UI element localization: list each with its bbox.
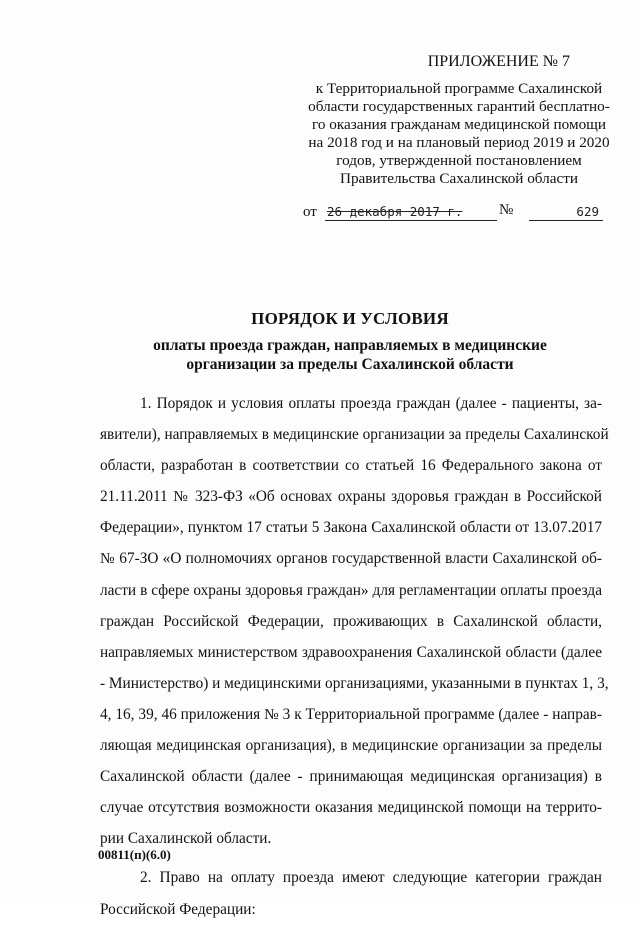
appendix-title: ПРИЛОЖЕНИЕ № 7 [427,53,570,70]
text-line: ляющая медицинская организация), в медицинские организации за пределы [100,737,602,755]
text-line: Сахалинской области (далее - принимающая медицинская организация) в [100,768,602,786]
text-line: Российской Федерации: [100,900,256,918]
subtitle-line: оплаты проезда граждан, направляемых в медицинские [153,337,547,354]
appendix-line: годов, утвержденной постановлением [336,152,582,169]
document-code: 00811(п)(6.0) [98,847,171,862]
text-line: № 67-ЗО «О полномочиях органов государственной власти Сахалинской об- [100,550,602,568]
appendix-line: Правительства Сахалинской области [340,170,578,187]
paragraph-1 [100,388,609,854]
text-line: области, разработан в соответствии со статьей 16 Федерального закона от [100,457,602,475]
resolution-date: 26 декабря 2017 г. [325,201,497,221]
text-line: 4, 16, 39, 46 приложения № 3 к Территориальной программе (далее - направ- [100,705,602,723]
text-line: направляемых министерством здравоохранения Сахалинской области (далее [100,643,602,661]
date-label: от [303,204,317,220]
appendix-line: на 2018 год и на плановый период 2019 и 2020 [308,134,610,151]
paragraph-2 [100,862,602,924]
appendix-line: к Территориальной программе Сахалинской [315,80,603,97]
appendix-description [300,80,618,188]
document-title: ПОРЯДОК И УСЛОВИЯ [251,309,449,328]
text-line: 2. Право на оплату проезда имеют следующие категории граждан [140,869,602,887]
appendix-line: области государственных гарантий бесплатно- [308,98,610,115]
text-line: Федерации», пунктом 17 статьи 5 Закона Сахалинской области от 13.07.2017 [100,519,602,537]
text-line: рии Сахалинской области. [100,830,272,848]
text-line: случае отсутствия возможности оказания медицинской помощи на террито- [100,799,602,817]
text-line: граждан Российской Федерации, проживающих в Сахалинской области, [100,612,602,630]
text-line: ласти в сфере охраны здоровья граждан» для регламентации оплаты проезда [100,581,602,599]
number-label: № [499,202,514,218]
resolution-date-number-row [303,201,603,225]
text-line: - Министерство) и медицинскими организациями, указанными в пунктах 1, 3, [100,674,609,692]
text-line: 1. Порядок и условия оплаты проезда граждан (далее - пациенты, за- [140,395,602,412]
subtitle-line: организации за пределы Сахалинской области [186,356,514,373]
appendix-line: го оказания гражданам медицинской помощи [311,116,607,133]
resolution-number: 629 [529,201,603,221]
document-body [100,388,609,925]
document-subtitle [40,336,640,374]
text-line: явители), направляемых в медицинские организации за пределы Сахалинской [100,426,609,444]
appendix-block [300,52,618,188]
text-line: 21.11.2011 № 323-ФЗ «Об основах охраны здоровья граждан в Российской [100,488,602,506]
